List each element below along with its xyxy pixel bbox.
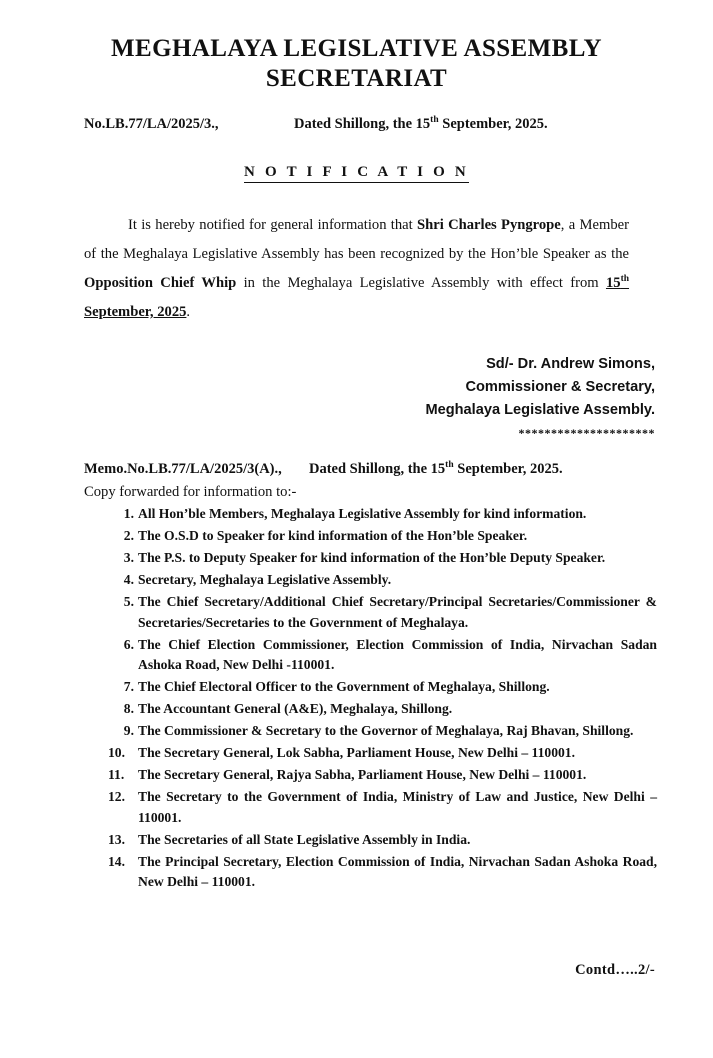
list-item-label: The Principal Secretary, Election Commission of India, Nirvachan Sadan Ashoka Road, New Delhi – 110001. [138, 853, 657, 889]
list-item [112, 548, 657, 569]
copy-distribution-list [108, 504, 657, 893]
signatory-designation: Commissioner & Secretary, [465, 379, 655, 395]
signature-block [0, 353, 713, 445]
list-item [112, 504, 657, 525]
list-item-label: The Commissioner & Secretary to the Governor of Meghalaya, Raj Bhavan, Shillong. [138, 723, 634, 738]
list-item-number: 12. [108, 789, 125, 804]
list-item [112, 635, 657, 676]
list-item-number: 2. [123, 528, 134, 543]
body-part-2: , a Member of the Meghalaya Legislative Assembly has been recognized by the Hon’ble Speaker as the [84, 217, 629, 262]
copy-forwarded-line: Copy forwarded for information to:- [84, 484, 297, 500]
list-item [112, 570, 657, 591]
list-item-number: 11. [108, 767, 125, 782]
list-item-label: The O.S.D to Speaker for kind information of the Hon’ble Speaker. [138, 528, 528, 543]
notification-body [84, 211, 629, 327]
reference-number: No.LB.77/LA/2025/3., [84, 116, 219, 132]
list-item-number: 1. [123, 506, 134, 521]
list-item-label: The P.S. to Deputy Speaker for kind information of the Hon’ble Deputy Speaker. [138, 550, 606, 565]
list-item-label: The Secretary to the Government of India, Ministry of Law and Justice, New Delhi – 110001. [138, 789, 657, 825]
list-item-number: 7. [123, 679, 134, 694]
signatory-name: Sd/- Dr. Andrew Simons, [486, 356, 655, 372]
body-part-3: in the Meghalaya Legislative Assembly with effect from [236, 275, 606, 291]
notification-heading-wrap [0, 163, 713, 183]
effective-date: 15th September, 2025 [84, 274, 630, 320]
body-part-4: . [186, 304, 191, 320]
list-item-label: All Hon’ble Members, Meghalaya Legislative Assembly for kind information. [138, 506, 587, 521]
document-page [0, 34, 713, 1058]
list-item-number: 6. [123, 636, 134, 652]
designation: Opposition Chief Whip [84, 275, 237, 291]
list-item-number: 5. [123, 594, 134, 609]
list-item-number: 8. [123, 701, 134, 716]
body-part-1: It is hereby notified for general information that [128, 217, 418, 233]
page-footer-continuation: Contd…..2/- [575, 962, 655, 978]
memo-dated-line: Dated Shillong, the 15th September, 2025. [309, 460, 563, 477]
list-item-label: The Secretary General, Lok Sabha, Parliament House, New Delhi – 110001. [138, 745, 575, 760]
list-item-label: The Secretary General, Rajya Sabha, Parliament House, New Delhi – 110001. [138, 767, 587, 782]
list-item-number: 10. [108, 745, 125, 760]
title-line-2: SECRETARIAT [265, 65, 448, 92]
list-item [112, 677, 657, 698]
dated-ordinal-suffix: th [430, 115, 439, 126]
person-name: Shri Charles Pyngrope [417, 217, 561, 233]
list-item-label: The Chief Election Commissioner, Election Commission of India, Nirvachan Sadan Ashoka Road, New Delhi -110001. [138, 636, 657, 672]
effective-date-ordinal: th [620, 274, 630, 285]
memo-number: Memo.No.LB.77/LA/2025/3(A)., [84, 461, 282, 477]
memo-dated-ordinal-suffix: th [445, 460, 454, 471]
list-item [112, 699, 657, 720]
list-item-number: 13. [108, 831, 125, 847]
list-item [112, 592, 657, 633]
list-item-number: 9. [123, 723, 134, 738]
list-item-number: 3. [123, 550, 134, 565]
reference-row [0, 116, 713, 133]
list-item [108, 743, 657, 764]
list-item-label: Secretary, Meghalaya Legislative Assembly. [138, 572, 392, 587]
dated-line: Dated Shillong, the 15th September, 2025. [294, 115, 548, 132]
list-item [108, 765, 657, 786]
list-item [108, 830, 657, 851]
list-item-label: The Chief Secretary/Additional Chief Secretary/Principal Secretaries/Commissioner & Secretaries/Secretaries to the Government of Meghalaya. [138, 594, 657, 630]
list-item-label: The Chief Electoral Officer to the Government of Meghalaya, Shillong. [138, 679, 550, 694]
list-item-label: The Secretaries of all State Legislative Assembly in India. [138, 831, 471, 847]
list-item [112, 721, 657, 742]
list-item [112, 526, 657, 547]
memo-row [0, 461, 713, 478]
divider-stars: ********************* [518, 426, 655, 440]
title-line-1: MEGHALAYA LEGISLATIVE ASSEMBLY [111, 35, 602, 62]
list-item-label: The Accountant General (A&E), Meghalaya, Shillong. [138, 701, 453, 716]
signatory-office: Meghalaya Legislative Assembly. [425, 402, 655, 418]
notification-heading: N O T I F I C A T I O N [244, 164, 469, 183]
page-title [0, 34, 713, 94]
list-item-number: 4. [123, 572, 134, 587]
list-item [108, 787, 657, 828]
list-item-number: 14. [108, 853, 125, 869]
list-item [108, 852, 657, 893]
